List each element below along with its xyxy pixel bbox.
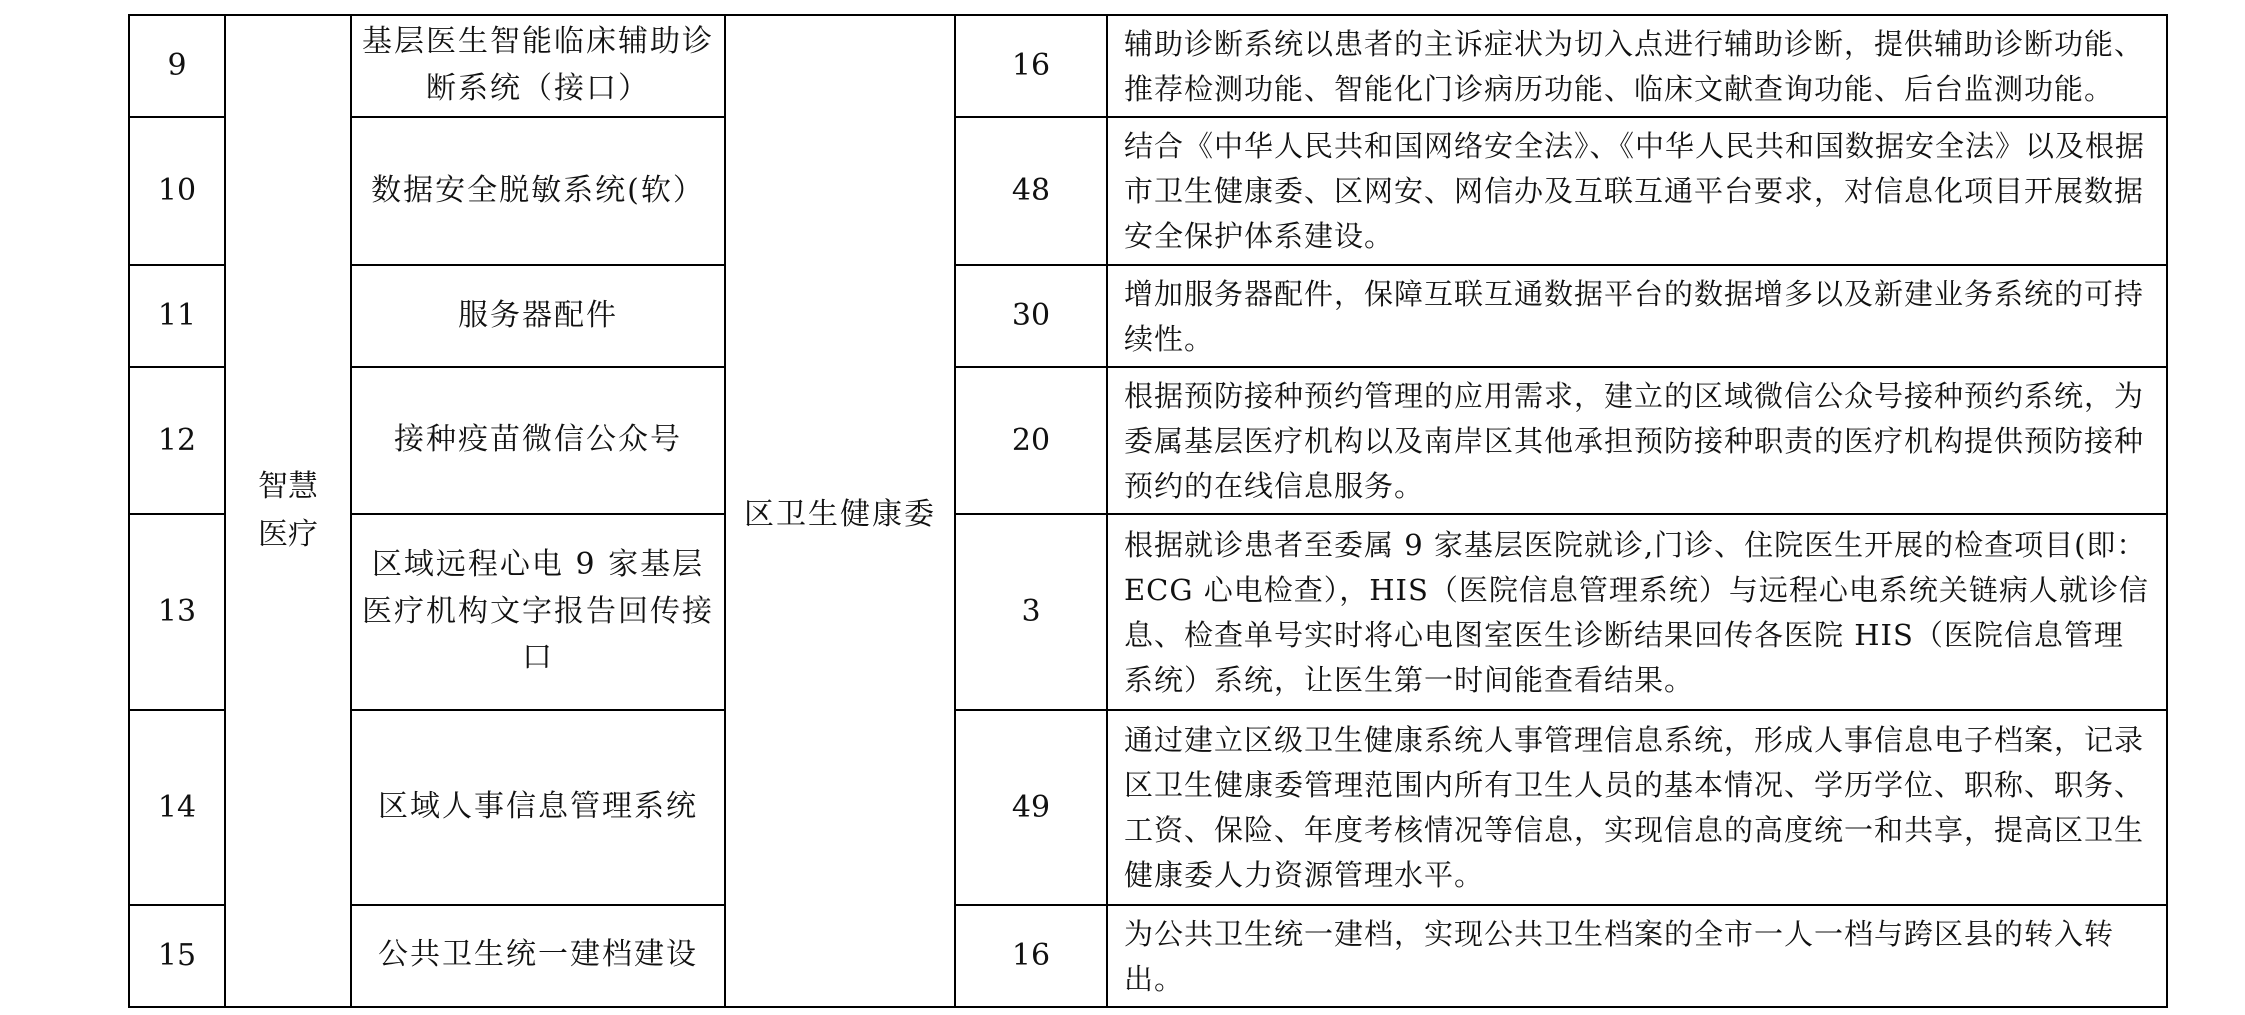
- project-description: 根据预防接种预约管理的应用需求，建立的区域微信公众号接种预约系统，为委属基层医疗机构以及南岸区其他承担预防接种职责的医疗机构提供预防接种预约的在线信息服务。: [1107, 367, 2167, 514]
- project-name: 区域远程心电 9 家基层医疗机构文字报告回传接口: [351, 514, 725, 710]
- project-table-container: [128, 14, 2168, 999]
- table-row: [129, 710, 2167, 905]
- category-label: [226, 463, 350, 559]
- project-name: 基层医生智能临床辅助诊断系统（接口）: [351, 15, 725, 117]
- project-amount: 48: [955, 117, 1107, 265]
- project-amount: 49: [955, 710, 1107, 905]
- project-description: 结合《中华人民共和国网络安全法》、《中华人民共和国数据安全法》以及根据市卫生健康委、区网安、网信办及互联互通平台要求，对信息化项目开展数据安全保护体系建设。: [1107, 117, 2167, 265]
- row-number: 15: [129, 905, 225, 1007]
- project-description: 增加服务器配件，保障互联互通数据平台的数据增多以及新建业务系统的可持续性。: [1107, 265, 2167, 367]
- row-number: 10: [129, 117, 225, 265]
- responsible-unit: 区卫生健康委: [725, 15, 955, 1007]
- project-name: 接种疫苗微信公众号: [351, 367, 725, 514]
- project-amount: 20: [955, 367, 1107, 514]
- project-description: 通过建立区级卫生健康系统人事管理信息系统，形成人事信息电子档案，记录区卫生健康委管理范围内所有卫生人员的基本情况、学历学位、职称、职务、工资、保险、年度考核情况等信息，实现信息的高度统一和共享，提高区卫生健康委人力资源管理水平。: [1107, 710, 2167, 905]
- row-number: 9: [129, 15, 225, 117]
- project-name: 公共卫生统一建档建设: [351, 905, 725, 1007]
- table-row: [129, 905, 2167, 1007]
- row-number: 11: [129, 265, 225, 367]
- category-line: 智慧: [258, 468, 318, 504]
- table-row: [129, 117, 2167, 265]
- project-description: 为公共卫生统一建档，实现公共卫生档案的全市一人一档与跨区县的转入转出。: [1107, 905, 2167, 1007]
- project-amount: 16: [955, 15, 1107, 117]
- project-name: 区域人事信息管理系统: [351, 710, 725, 905]
- category-line: 医疗: [258, 516, 318, 552]
- project-name: 服务器配件: [351, 265, 725, 367]
- table-row: [129, 265, 2167, 367]
- project-description: 辅助诊断系统以患者的主诉症状为切入点进行辅助诊断，提供辅助诊断功能、推荐检测功能、智能化门诊病历功能、临床文献查询功能、后台监测功能。: [1107, 15, 2167, 117]
- project-amount: 16: [955, 905, 1107, 1007]
- table-row: [129, 15, 2167, 117]
- category-cell: [225, 15, 351, 1007]
- row-number: 13: [129, 514, 225, 710]
- project-description: 根据就诊患者至委属 9 家基层医院就诊,门诊、住院医生开展的检查项目(即：ECG 心电检查），HIS（医院信息管理系统）与远程心电系统关链病人就诊信息、检查单号实时将心电图室医生诊断结果回传各医院 HIS（医院信息管理系统）系统，让医生第一时间能查看结果。: [1107, 514, 2167, 710]
- row-number: 14: [129, 710, 225, 905]
- project-table: [128, 14, 2168, 1008]
- project-name: 数据安全脱敏系统(软）: [351, 117, 725, 265]
- project-amount: 30: [955, 265, 1107, 367]
- table-row: [129, 367, 2167, 514]
- row-number: 12: [129, 367, 225, 514]
- table-row: [129, 514, 2167, 710]
- project-amount: 3: [955, 514, 1107, 710]
